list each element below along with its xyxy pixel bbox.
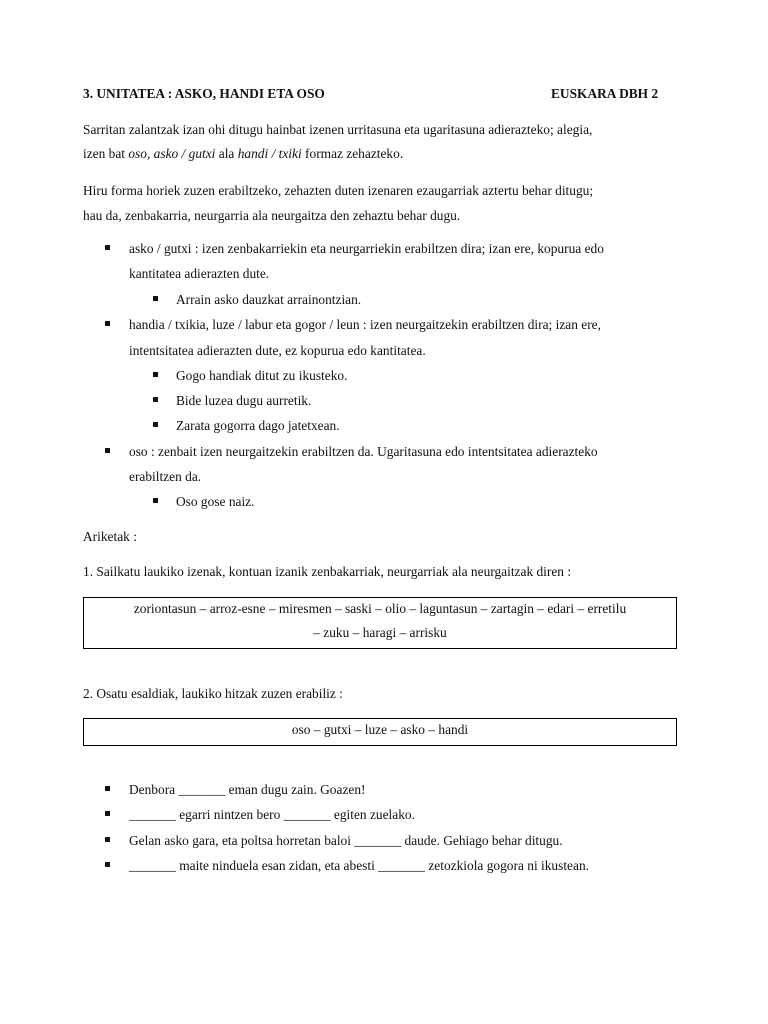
rule-handia-line1: handia / txikia, luze / labur eta gogor / leun : izen neurgaitzekin erabiltzen dira; izan ere,: [129, 317, 601, 332]
rule-oso-line1: oso : zenbait izen neurgaitzekin erabiltzen da. Ugaritasuna edo intentsitatea adierazteko: [129, 444, 598, 459]
intro-p1-text-e: formaz zehazteko.: [301, 146, 404, 161]
unit-title: 3. UNITATEA : ASKO, HANDI ETA OSO: [83, 86, 325, 101]
course-label: EUSKARA DBH 2: [551, 86, 659, 101]
example-sentence: Oso gose naiz.: [176, 494, 255, 509]
bullet-icon: [105, 448, 110, 453]
example-sentence: Arrain asko dauzkat arrainontzian.: [176, 292, 362, 307]
intro-p1-text-a: izen bat: [83, 146, 129, 161]
intro-p2-line1: Hiru forma horiek zuzen erabiltzeko, zehazten duten izenaren ezaugarriak aztertu behar ditugu;: [83, 183, 594, 198]
example-sentence: Zarata gogorra dago jatetxean.: [176, 418, 340, 433]
bullet-icon: [105, 811, 110, 816]
word-box-line2: – zuku – haragi – arrisku: [313, 625, 447, 640]
rule-asko-line1: asko / gutxi : izen zenbakarriekin eta neurgarriekin erabiltzen dira; izan ere, kopurua edo: [129, 241, 604, 256]
bullet-icon: [105, 837, 110, 842]
exercises-heading: Ariketak :: [83, 529, 137, 544]
intro-p1-line1: Sarritan zalantzak izan ohi ditugu hainbat izenen urritasuna eta ugaritasuna adierazteko; alegia,: [83, 122, 593, 137]
word-box-line1: zoriontasun – arroz-esne – miresmen – saski – olio – laguntasun – zartagin – edari – erretilu: [133, 601, 627, 616]
bullet-icon: [153, 422, 158, 427]
intro-p1-italic-d: handi / txiki: [237, 146, 302, 161]
fill-in-sentence: Denbora _______ eman dugu zain. Goazen!: [129, 782, 366, 797]
rule-handia-line2: intentsitatea adierazten dute, ez kopurua edo kantitatea.: [129, 343, 426, 358]
bullet-icon: [153, 296, 158, 301]
intro-p1-text-c: ala: [215, 146, 238, 161]
example-sentence: Gogo handiak ditut zu ikusteko.: [176, 368, 348, 383]
rule-oso-line2: erabiltzen da.: [129, 469, 202, 484]
fill-in-sentence: _______ egarri nintzen bero _______ egiten zuelako.: [129, 807, 415, 822]
intro-p2-line2: hau da, zenbakarria, neurgarria ala neurgaitza den zehaztu behar dugu.: [83, 208, 461, 223]
fill-in-sentence: Gelan asko gara, eta poltsa horretan baloi _______ daude. Gehiago behar ditugu.: [129, 833, 563, 848]
bullet-icon: [153, 498, 158, 503]
fill-in-sentence: _______ maite ninduela esan zidan, eta abesti _______ zetozkiola gogora ni ikustean.: [129, 858, 589, 873]
rule-asko-line2: kantitatea adierazten dute.: [129, 266, 270, 281]
bullet-icon: [105, 321, 110, 326]
bullet-icon: [153, 372, 158, 377]
exercise2-word-box: [83, 718, 677, 746]
word-box-line1: oso – gutxi – luze – asko – handi: [291, 722, 469, 737]
example-sentence: Bide luzea dugu aurretik.: [176, 393, 312, 408]
intro-p1-line2: [83, 146, 403, 162]
exercise1-word-box: [83, 597, 677, 649]
exercise2-prompt: 2. Osatu esaldiak, laukiko hitzak zuzen erabiliz :: [83, 686, 343, 701]
exercise1-prompt: 1. Sailkatu laukiko izenak, kontuan izanik zenbakarriak, neurgarriak ala neurgaitzak diren :: [83, 564, 572, 579]
bullet-icon: [153, 397, 158, 402]
bullet-icon: [105, 245, 110, 250]
bullet-icon: [105, 786, 110, 791]
intro-p1-italic-b: oso, asko / gutxi: [128, 146, 216, 161]
bullet-icon: [105, 862, 110, 867]
